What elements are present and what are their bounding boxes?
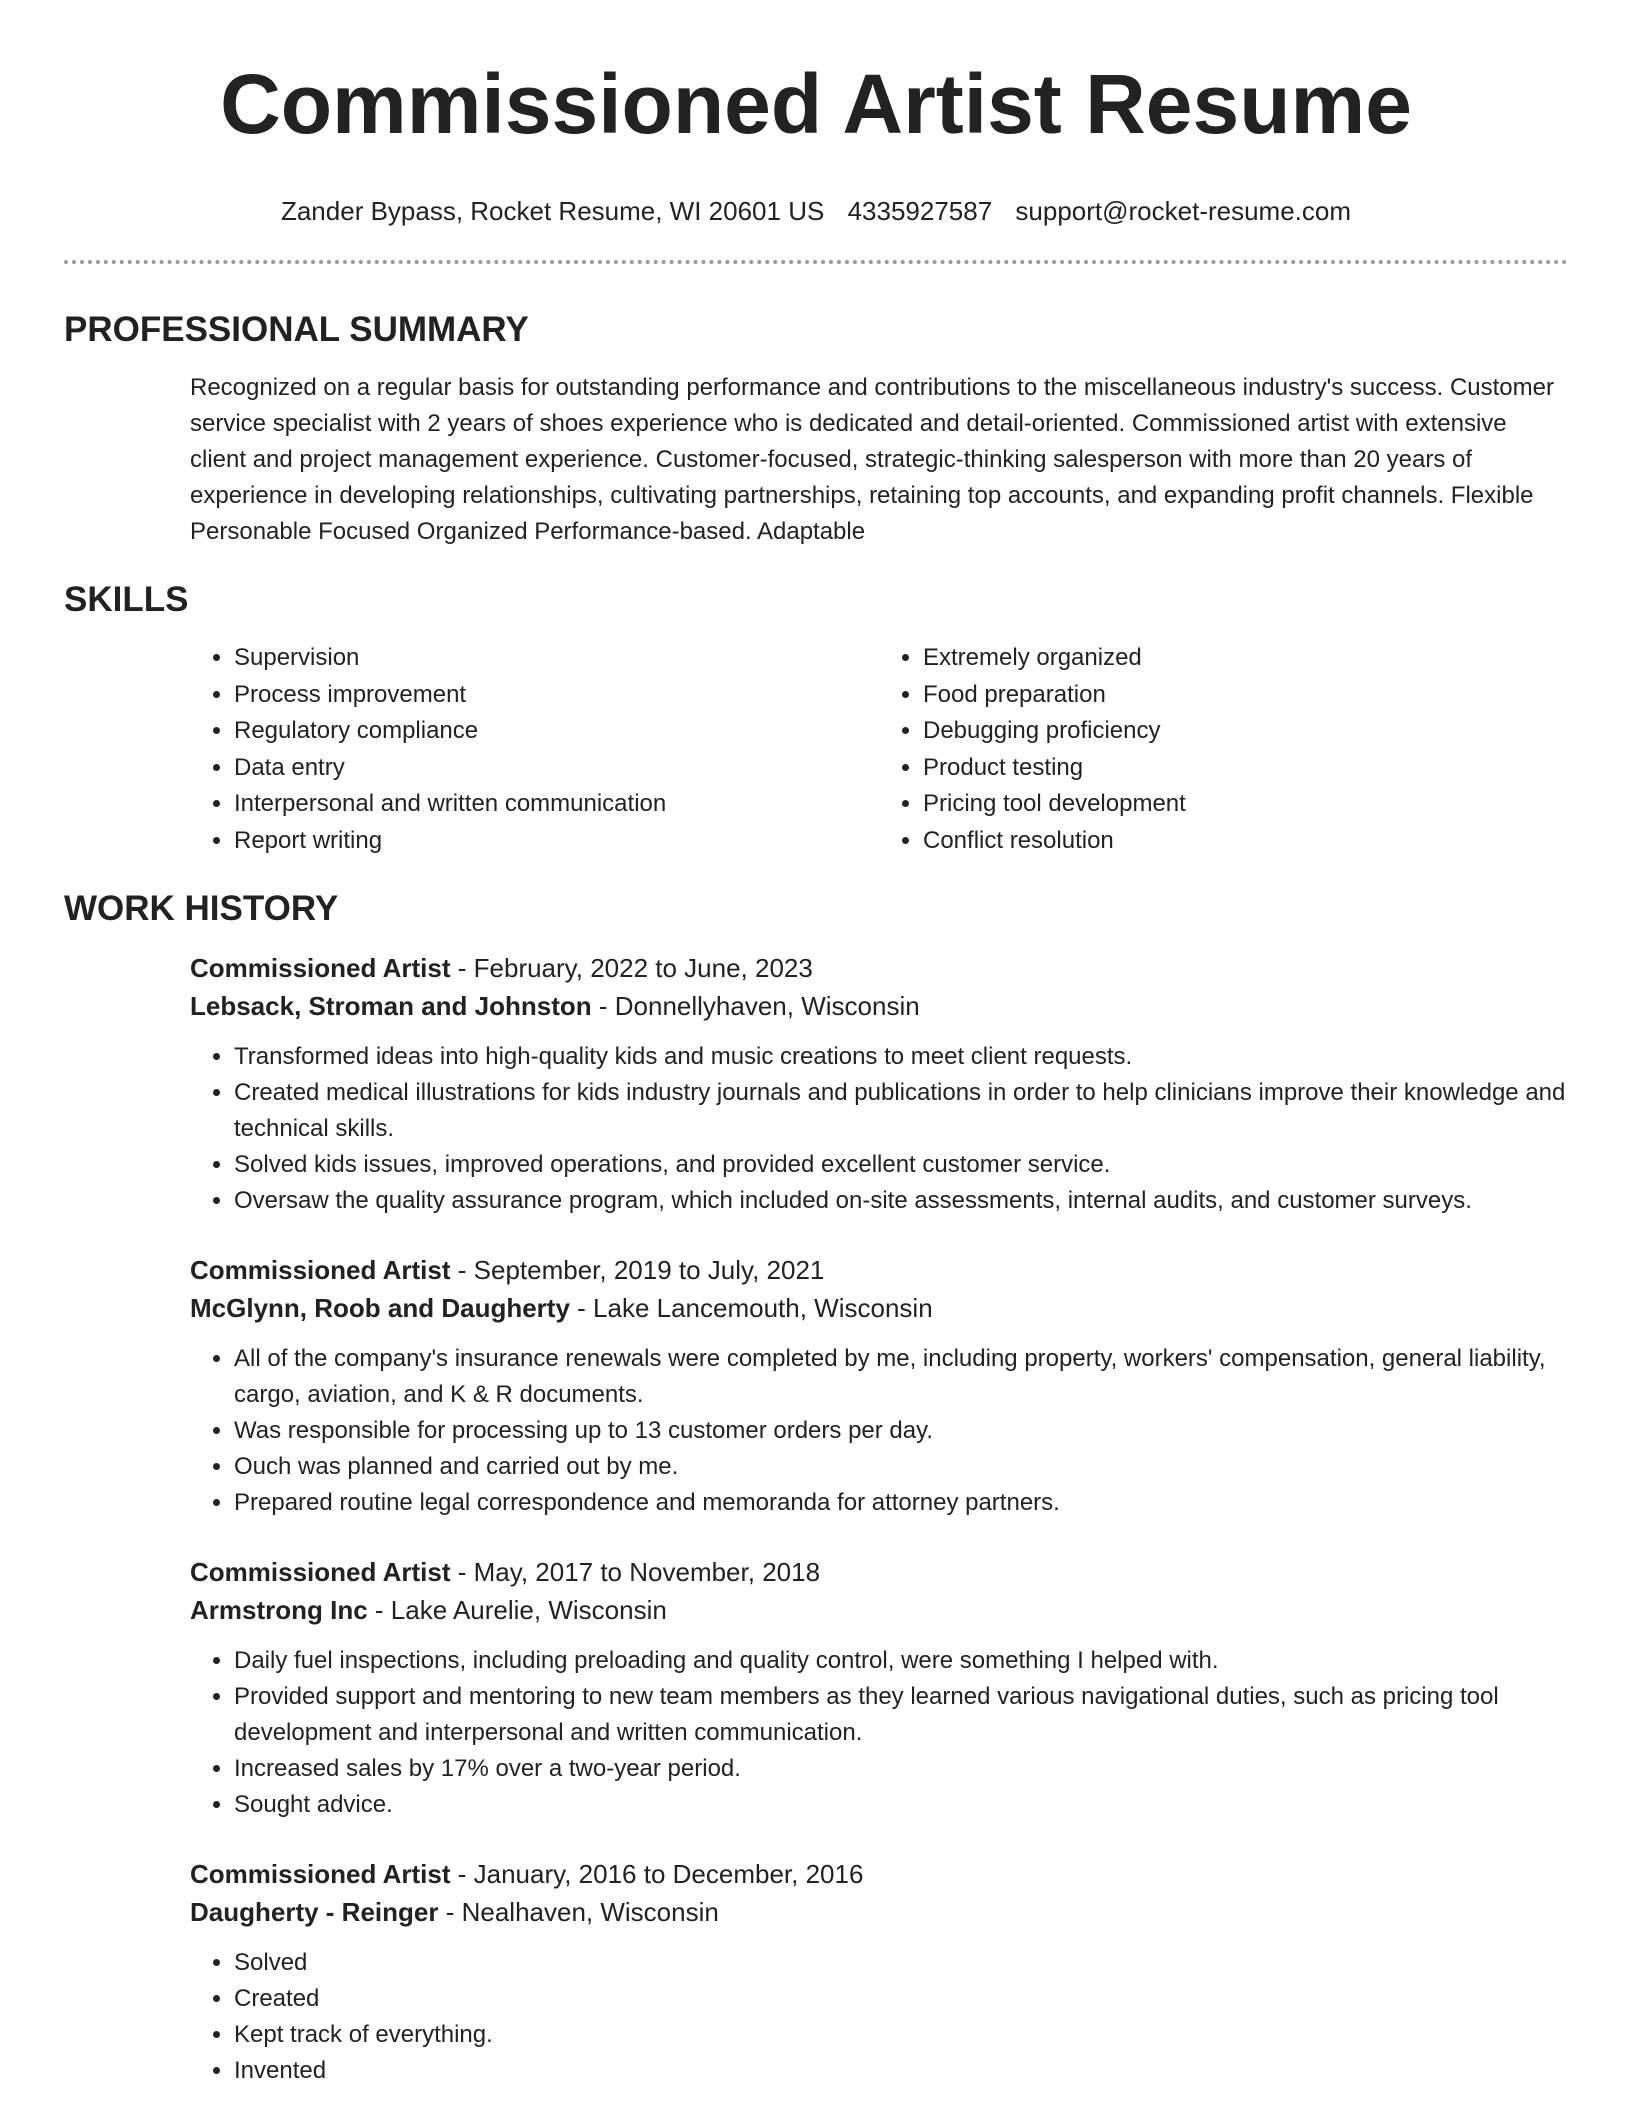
job-company: Armstrong Inc: [190, 1595, 368, 1625]
job-title-line: [190, 1855, 1568, 1893]
job-entry: [190, 1553, 1568, 1823]
job-company: McGlynn, Roob and Daugherty: [190, 1293, 570, 1323]
job-entry: [190, 1855, 1568, 2089]
job-bullets: [190, 1039, 1568, 1219]
job-bullet: • Invented: [234, 2053, 1568, 2089]
job-bullets: [190, 1341, 1568, 1521]
job-bullet: • Created medical illustrations for kids industry journals and publications in order to help clinicians improve their knowledge and technical skills.: [234, 1075, 1568, 1147]
skills-column-left: [190, 640, 879, 859]
job-bullet: • Increased sales by 17% over a two-year period.: [234, 1751, 1568, 1787]
job-bullet: • Daily fuel inspections, including preloading and quality control, were something I helped with.: [234, 1643, 1568, 1679]
job-bullet: • Sought advice.: [234, 1787, 1568, 1823]
job-bullet: • Transformed ideas into high-quality kids and music creations to meet client requests.: [234, 1039, 1568, 1075]
job-bullets: [190, 1643, 1568, 1823]
skill-item: • Conflict resolution: [923, 823, 1568, 860]
job-company-line: [190, 1591, 1568, 1629]
job-dates: - September, 2019 to July, 2021: [450, 1255, 825, 1285]
job-location: - Lake Lancemouth, Wisconsin: [569, 1293, 933, 1323]
skill-item: • Regulatory compliance: [234, 713, 879, 750]
skill-item: • Product testing: [923, 750, 1568, 787]
skills-column-right: [879, 640, 1568, 859]
job-company-line: [190, 987, 1568, 1025]
summary-text: Recognized on a regular basis for outstanding performance and contributions to the miscellaneous industry's success. Customer service specialist with 2 years of shoes experience who is dedicated and detail-oriented. Commissioned artist with extensive client and project management experience. Customer-focused, strategic-thinking salesperson with more than 20 years of experience in developing relationships, cultivating partnerships, retaining top accounts, and expanding profit channels. Flexible Personable Focused Organized Performance-based. Adaptable: [190, 374, 1554, 545]
job-bullet: • Oversaw the quality assurance program, which included on-site assessments, internal audits, and customer surveys.: [234, 1183, 1568, 1219]
job-entry: [190, 949, 1568, 1219]
job-location: - Donnellyhaven, Wisconsin: [591, 991, 920, 1021]
job-bullets: [190, 1945, 1568, 2089]
job-company: Daugherty - Reinger: [190, 1897, 439, 1927]
skill-item: • Food preparation: [923, 677, 1568, 714]
skill-item: • Interpersonal and written communication: [234, 786, 879, 823]
skill-item: • Pricing tool development: [923, 786, 1568, 823]
job-title-line: [190, 1553, 1568, 1591]
job-dates: - May, 2017 to November, 2018: [450, 1557, 821, 1587]
contact-email[interactable]: support@rocket-resume.com: [1015, 196, 1352, 226]
skill-item: • Report writing: [234, 823, 879, 860]
contact-address: Zander Bypass, Rocket Resume, WI 20601 US: [280, 196, 825, 226]
skill-item: • Debugging proficiency: [923, 713, 1568, 750]
skill-item: • Data entry: [234, 750, 879, 787]
summary-heading: PROFESSIONAL SUMMARY: [64, 310, 529, 349]
job-bullet: • Solved: [234, 1945, 1568, 1981]
job-dates: - January, 2016 to December, 2016: [450, 1859, 864, 1889]
work-heading: WORK HISTORY: [64, 889, 339, 928]
job-dates: - February, 2022 to June, 2023: [450, 953, 813, 983]
job-location: - Nealhaven, Wisconsin: [438, 1897, 719, 1927]
job-company-line: [190, 1289, 1568, 1327]
header-divider: [64, 260, 1568, 264]
job-bullet: • Created: [234, 1981, 1568, 2017]
job-company: Lebsack, Stroman and Johnston: [190, 991, 592, 1021]
skill-item: • Extremely organized: [923, 640, 1568, 677]
job-title-line: [190, 949, 1568, 987]
job-title: Commissioned Artist: [190, 1557, 451, 1587]
resume-title: Commissioned Artist Resume: [220, 57, 1412, 151]
job-title-line: [190, 1251, 1568, 1289]
job-bullet: • Ouch was planned and carried out by me.: [234, 1449, 1568, 1485]
skills-list: [190, 640, 1568, 859]
job-entry: [190, 1251, 1568, 1521]
job-bullet: • Provided support and mentoring to new team members as they learned various navigational duties, such as pricing tool development and interpersonal and written communication.: [234, 1679, 1568, 1751]
job-company-line: [190, 1893, 1568, 1931]
skills-heading: SKILLS: [64, 580, 189, 619]
job-title: Commissioned Artist: [190, 953, 451, 983]
contact-phone[interactable]: 4335927587: [847, 196, 993, 226]
job-bullet: • Prepared routine legal correspondence and memoranda for attorney partners.: [234, 1485, 1568, 1521]
job-bullet: • Was responsible for processing up to 13 customer orders per day.: [234, 1413, 1568, 1449]
skill-item: • Process improvement: [234, 677, 879, 714]
job-bullet: • Kept track of everything.: [234, 2017, 1568, 2053]
job-bullet: • Solved kids issues, improved operations, and provided excellent customer service.: [234, 1147, 1568, 1183]
contact-line: [64, 194, 1568, 228]
job-bullet: • All of the company's insurance renewals were completed by me, including property, workers' compensation, general liability, cargo, aviation, and K & R documents.: [234, 1341, 1568, 1413]
skill-item: • Supervision: [234, 640, 879, 677]
job-title: Commissioned Artist: [190, 1859, 451, 1889]
job-location: - Lake Aurelie, Wisconsin: [367, 1595, 667, 1625]
job-title: Commissioned Artist: [190, 1255, 451, 1285]
